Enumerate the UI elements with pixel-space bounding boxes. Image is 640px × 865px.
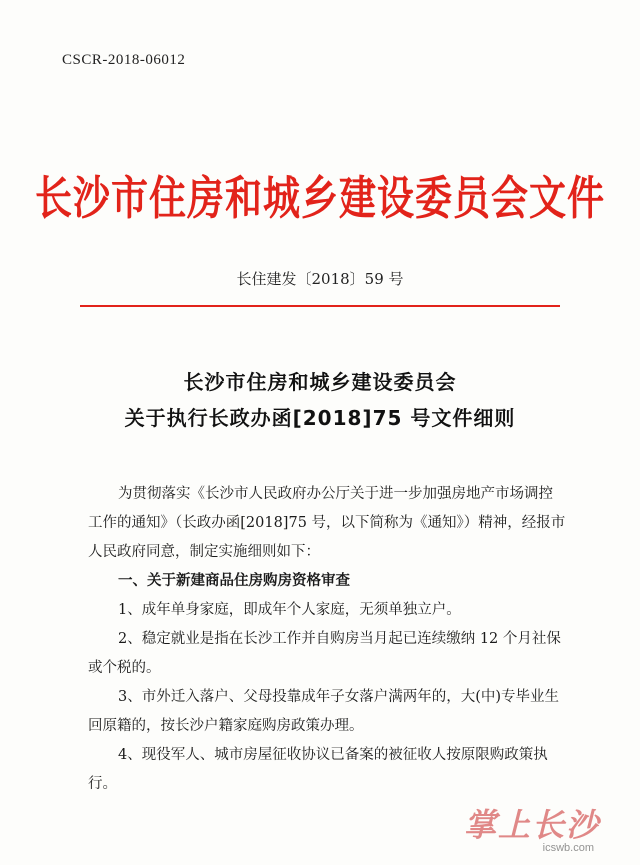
list-item-1: 1、成年单身家庭，即成年个人家庭，无须单独立户。 [118,602,461,618]
section-heading: 一、关于新建商品住房购房资格审查 [118,573,350,589]
red-divider [80,305,560,307]
document-code: CSCR-2018-06012 [62,52,186,68]
document-body [88,480,566,799]
list-item-3: 3、市外迁入落户、父母投靠成年子女落户满两年的，大(中)专毕业生回原籍的，按长沙户籍家庭购房政策办理。 [88,689,560,734]
agency-header: 长沙市住房和城乡建设委员会文件 [35,171,605,225]
list-item-2: 2、稳定就业是指在长沙工作并自购房当月起已连续缴纳 12 个月社保或个税的。 [88,631,561,676]
watermark-logo: 掌上长沙 [463,806,600,844]
watermark [464,800,600,854]
document-number: 长住建发〔2018〕59 号 [236,270,404,288]
watermark-url: icswb.com [542,842,594,854]
document-title-line-1: 长沙市住房和城乡建设委员会 [183,370,457,394]
document-title-line-2: 关于执行长政办函[2018]75 号文件细则 [124,406,516,430]
list-item-4: 4、现役军人、城市房屋征收协议已备案的被征收人按原限购政策执行。 [88,747,548,792]
intro-paragraph: 为贯彻落实《长沙市人民政府办公厅关于进一步加强房地产市场调控工作的通知》（长政办函[2018]75 号，以下简称为《通知》）精神，经报市人民政府同意，制定实施细则如下： [88,486,566,560]
